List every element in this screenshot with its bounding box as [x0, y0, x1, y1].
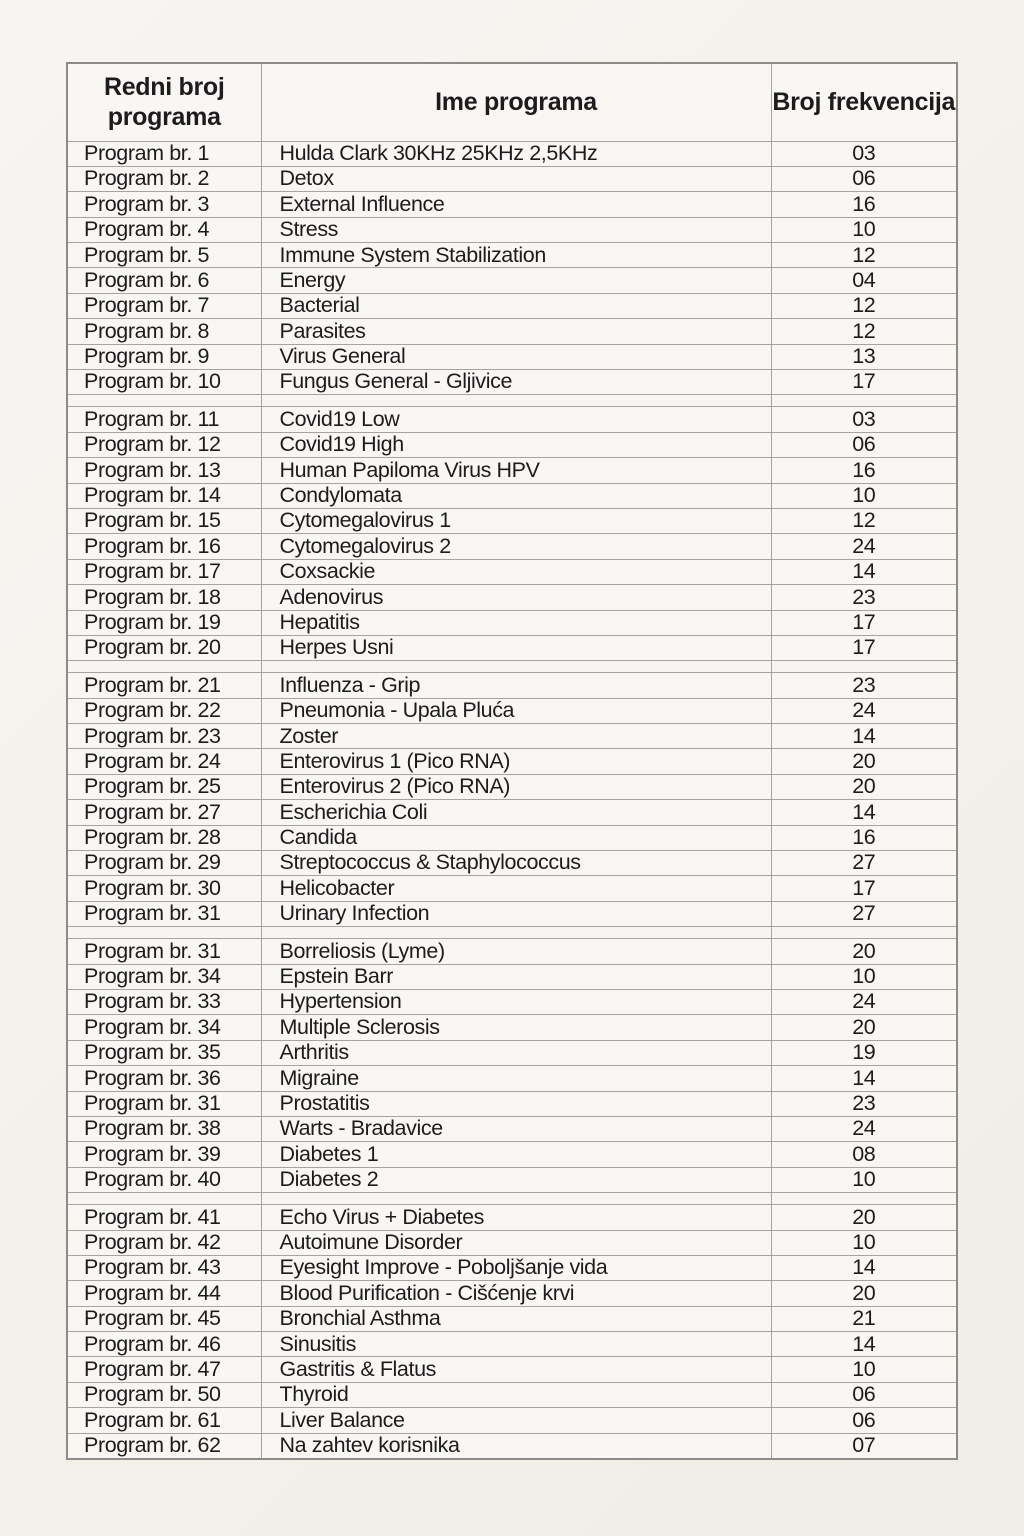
program-name-cell: Epstein Barr — [261, 964, 771, 989]
frequency-count-cell: 03 — [771, 407, 957, 432]
column-header-program-name: Ime programa — [261, 63, 771, 141]
frequency-count-cell: 21 — [771, 1306, 957, 1331]
program-number-cell: Program br. 23 — [67, 724, 261, 749]
program-name-cell: Liver Balance — [261, 1408, 771, 1433]
table-row — [67, 851, 957, 876]
frequency-count-cell: 06 — [771, 1408, 957, 1433]
program-name-cell: Parasites — [261, 319, 771, 344]
frequency-count-cell: 17 — [771, 370, 957, 395]
column-header-program-number: Redni broj programa — [67, 63, 261, 141]
program-number-cell: Program br. 30 — [67, 876, 261, 901]
program-number-cell: Program br. 4 — [67, 217, 261, 242]
program-name-cell: Bronchial Asthma — [261, 1306, 771, 1331]
program-name-cell: Autoimune Disorder — [261, 1230, 771, 1255]
program-name-cell: Blood Purification - Cišćenje krvi — [261, 1281, 771, 1306]
program-name-cell: Streptococcus & Staphylococcus — [261, 851, 771, 876]
program-number-cell: Program br. 61 — [67, 1408, 261, 1433]
program-number-cell: Program br. 21 — [67, 673, 261, 698]
table-row — [67, 1433, 957, 1458]
table-row — [67, 1281, 957, 1306]
table-row — [67, 370, 957, 395]
program-name-cell: Helicobacter — [261, 876, 771, 901]
program-name-cell: Gastritis & Flatus — [261, 1357, 771, 1382]
program-name-cell: Arthritis — [261, 1040, 771, 1065]
program-name-cell: Covid19 Low — [261, 407, 771, 432]
program-name-cell: Diabetes 1 — [261, 1142, 771, 1167]
frequency-count-cell: 12 — [771, 508, 957, 533]
program-number-cell: Program br. 29 — [67, 851, 261, 876]
table-row — [67, 635, 957, 660]
program-number-cell: Program br. 34 — [67, 1015, 261, 1040]
program-name-cell: Condylomata — [261, 483, 771, 508]
program-name-cell: Sinusitis — [261, 1332, 771, 1357]
frequency-count-cell: 23 — [771, 585, 957, 610]
table-row — [67, 319, 957, 344]
table-row — [67, 774, 957, 799]
table-row — [67, 1142, 957, 1167]
frequency-count-cell: 10 — [771, 483, 957, 508]
section-spacer-row — [67, 661, 957, 673]
program-number-cell: Program br. 47 — [67, 1357, 261, 1382]
frequency-count-cell: 27 — [771, 901, 957, 926]
table-row — [67, 1255, 957, 1280]
table-row — [67, 166, 957, 191]
table-row — [67, 344, 957, 369]
program-number-cell: Program br. 17 — [67, 559, 261, 584]
program-name-cell: Detox — [261, 166, 771, 191]
program-name-cell: Covid19 High — [261, 432, 771, 457]
program-name-cell: Coxsackie — [261, 559, 771, 584]
table-row — [67, 1015, 957, 1040]
table-row — [67, 876, 957, 901]
program-name-cell: Escherichia Coli — [261, 800, 771, 825]
table-row — [67, 610, 957, 635]
table-row — [67, 990, 957, 1015]
frequency-count-cell: 20 — [771, 939, 957, 964]
frequency-count-cell: 10 — [771, 1167, 957, 1192]
program-number-cell: Program br. 33 — [67, 990, 261, 1015]
frequency-count-cell: 17 — [771, 635, 957, 660]
program-number-cell: Program br. 28 — [67, 825, 261, 850]
table-row — [67, 724, 957, 749]
program-number-cell: Program br. 13 — [67, 458, 261, 483]
program-name-cell: Eyesight Improve - Poboljšanje vida — [261, 1255, 771, 1280]
program-name-cell: Urinary Infection — [261, 901, 771, 926]
program-number-cell: Program br. 38 — [67, 1116, 261, 1141]
table-row — [67, 1230, 957, 1255]
program-name-cell: Energy — [261, 268, 771, 293]
program-name-cell: Warts - Bradavice — [261, 1116, 771, 1141]
table-row — [67, 508, 957, 533]
program-number-cell: Program br. 44 — [67, 1281, 261, 1306]
program-name-cell: Borreliosis (Lyme) — [261, 939, 771, 964]
program-number-cell: Program br. 8 — [67, 319, 261, 344]
program-name-cell: Stress — [261, 217, 771, 242]
frequency-count-cell: 03 — [771, 141, 957, 166]
program-number-cell: Program br. 15 — [67, 508, 261, 533]
table-row — [67, 673, 957, 698]
frequency-count-cell: 12 — [771, 293, 957, 318]
frequency-count-cell: 10 — [771, 1357, 957, 1382]
program-number-cell: Program br. 24 — [67, 749, 261, 774]
program-number-cell: Program br. 9 — [67, 344, 261, 369]
program-name-cell: Zoster — [261, 724, 771, 749]
program-number-cell: Program br. 5 — [67, 243, 261, 268]
frequency-count-cell: 17 — [771, 610, 957, 635]
table-row — [67, 141, 957, 166]
program-number-cell: Program br. 62 — [67, 1433, 261, 1458]
table-row — [67, 1357, 957, 1382]
program-name-cell: Influenza - Grip — [261, 673, 771, 698]
frequency-count-cell: 19 — [771, 1040, 957, 1065]
program-name-cell: Cytomegalovirus 1 — [261, 508, 771, 533]
spacer-cell — [261, 927, 771, 939]
program-name-cell: Migraine — [261, 1066, 771, 1091]
program-name-cell: Enterovirus 2 (Pico RNA) — [261, 774, 771, 799]
table-row — [67, 901, 957, 926]
program-number-cell: Program br. 20 — [67, 635, 261, 660]
program-name-cell: Candida — [261, 825, 771, 850]
table-row — [67, 939, 957, 964]
frequency-count-cell: 08 — [771, 1142, 957, 1167]
table-row — [67, 293, 957, 318]
table-row — [67, 1205, 957, 1230]
table-row — [67, 243, 957, 268]
frequency-count-cell: 06 — [771, 166, 957, 191]
frequency-count-cell: 24 — [771, 990, 957, 1015]
frequency-program-table — [66, 62, 958, 1460]
frequency-count-cell: 16 — [771, 192, 957, 217]
program-name-cell: External Influence — [261, 192, 771, 217]
program-number-cell: Program br. 19 — [67, 610, 261, 635]
program-name-cell: Herpes Usni — [261, 635, 771, 660]
table-row — [67, 534, 957, 559]
section-spacer-row — [67, 395, 957, 407]
frequency-count-cell: 10 — [771, 1230, 957, 1255]
program-name-cell: Hulda Clark 30KHz 25KHz 2,5KHz — [261, 141, 771, 166]
table-row — [67, 825, 957, 850]
table-row — [67, 432, 957, 457]
program-number-cell: Program br. 43 — [67, 1255, 261, 1280]
table-row — [67, 559, 957, 584]
spacer-cell — [261, 1193, 771, 1205]
frequency-count-cell: 20 — [771, 1281, 957, 1306]
table-row — [67, 800, 957, 825]
table-row — [67, 1040, 957, 1065]
program-number-cell: Program br. 1 — [67, 141, 261, 166]
program-name-cell: Multiple Sclerosis — [261, 1015, 771, 1040]
program-name-cell: Hypertension — [261, 990, 771, 1015]
spacer-cell — [261, 395, 771, 407]
frequency-count-cell: 16 — [771, 825, 957, 850]
frequency-count-cell: 06 — [771, 1382, 957, 1407]
frequency-count-cell: 20 — [771, 774, 957, 799]
table-row — [67, 1116, 957, 1141]
program-number-cell: Program br. 31 — [67, 1091, 261, 1116]
frequency-count-cell: 23 — [771, 673, 957, 698]
program-number-cell: Program br. 31 — [67, 939, 261, 964]
table-row — [67, 1066, 957, 1091]
program-number-cell: Program br. 6 — [67, 268, 261, 293]
program-name-cell: Virus General — [261, 344, 771, 369]
program-number-cell: Program br. 27 — [67, 800, 261, 825]
table-row — [67, 217, 957, 242]
frequency-count-cell: 10 — [771, 217, 957, 242]
spacer-cell — [67, 1193, 261, 1205]
program-number-cell: Program br. 45 — [67, 1306, 261, 1331]
program-number-cell: Program br. 46 — [67, 1332, 261, 1357]
program-number-cell: Program br. 42 — [67, 1230, 261, 1255]
frequency-count-cell: 14 — [771, 800, 957, 825]
table-row — [67, 749, 957, 774]
spacer-cell — [771, 395, 957, 407]
table-row — [67, 585, 957, 610]
frequency-count-cell: 06 — [771, 432, 957, 457]
program-name-cell: Enterovirus 1 (Pico RNA) — [261, 749, 771, 774]
program-number-cell: Program br. 40 — [67, 1167, 261, 1192]
program-name-cell: Hepatitis — [261, 610, 771, 635]
table-row — [67, 1408, 957, 1433]
table-row — [67, 458, 957, 483]
program-number-cell: Program br. 50 — [67, 1382, 261, 1407]
frequency-count-cell: 07 — [771, 1433, 957, 1458]
spacer-cell — [261, 661, 771, 673]
table-row — [67, 964, 957, 989]
frequency-count-cell: 14 — [771, 559, 957, 584]
table-row — [67, 1382, 957, 1407]
program-name-cell: Echo Virus + Diabetes — [261, 1205, 771, 1230]
column-header-frequency-count: Broj frekvencija — [771, 63, 957, 141]
program-number-cell: Program br. 11 — [67, 407, 261, 432]
program-number-cell: Program br. 7 — [67, 293, 261, 318]
program-number-cell: Program br. 12 — [67, 432, 261, 457]
frequency-count-cell: 23 — [771, 1091, 957, 1116]
program-number-cell: Program br. 39 — [67, 1142, 261, 1167]
frequency-count-cell: 14 — [771, 724, 957, 749]
program-number-cell: Program br. 16 — [67, 534, 261, 559]
section-spacer-row — [67, 1193, 957, 1205]
frequency-count-cell: 14 — [771, 1332, 957, 1357]
program-number-cell: Program br. 41 — [67, 1205, 261, 1230]
frequency-count-cell: 16 — [771, 458, 957, 483]
spacer-cell — [67, 661, 261, 673]
table-row — [67, 1332, 957, 1357]
program-number-cell: Program br. 34 — [67, 964, 261, 989]
table-row — [67, 483, 957, 508]
program-name-cell: Human Papiloma Virus HPV — [261, 458, 771, 483]
spacer-cell — [771, 1193, 957, 1205]
frequency-count-cell: 27 — [771, 851, 957, 876]
program-number-cell: Program br. 18 — [67, 585, 261, 610]
program-number-cell: Program br. 25 — [67, 774, 261, 799]
program-number-cell: Program br. 10 — [67, 370, 261, 395]
frequency-count-cell: 24 — [771, 534, 957, 559]
table-row — [67, 1091, 957, 1116]
program-name-cell: Prostatitis — [261, 1091, 771, 1116]
frequency-count-cell: 14 — [771, 1255, 957, 1280]
frequency-count-cell: 20 — [771, 749, 957, 774]
program-name-cell: Thyroid — [261, 1382, 771, 1407]
program-number-cell: Program br. 31 — [67, 901, 261, 926]
section-spacer-row — [67, 927, 957, 939]
program-number-cell: Program br. 22 — [67, 698, 261, 723]
frequency-count-cell: 24 — [771, 1116, 957, 1141]
program-number-cell: Program br. 2 — [67, 166, 261, 191]
table-row — [67, 1167, 957, 1192]
frequency-count-cell: 20 — [771, 1205, 957, 1230]
spacer-cell — [67, 395, 261, 407]
table-row — [67, 1306, 957, 1331]
spacer-cell — [771, 927, 957, 939]
frequency-count-cell: 04 — [771, 268, 957, 293]
program-number-cell: Program br. 35 — [67, 1040, 261, 1065]
frequency-count-cell: 20 — [771, 1015, 957, 1040]
program-name-cell: Adenovirus — [261, 585, 771, 610]
table-row — [67, 698, 957, 723]
frequency-count-cell: 13 — [771, 344, 957, 369]
frequency-count-cell: 17 — [771, 876, 957, 901]
table-row — [67, 407, 957, 432]
program-name-cell: Cytomegalovirus 2 — [261, 534, 771, 559]
program-name-cell: Bacterial — [261, 293, 771, 318]
program-number-cell: Program br. 3 — [67, 192, 261, 217]
frequency-count-cell: 14 — [771, 1066, 957, 1091]
program-number-cell: Program br. 14 — [67, 483, 261, 508]
frequency-count-cell: 12 — [771, 243, 957, 268]
header-row — [67, 63, 957, 141]
spacer-cell — [771, 661, 957, 673]
program-name-cell: Na zahtev korisnika — [261, 1433, 771, 1458]
table-row — [67, 268, 957, 293]
frequency-count-cell: 10 — [771, 964, 957, 989]
frequency-count-cell: 24 — [771, 698, 957, 723]
frequency-count-cell: 12 — [771, 319, 957, 344]
program-name-cell: Pneumonia - Upala Pluća — [261, 698, 771, 723]
spacer-cell — [67, 927, 261, 939]
program-name-cell: Immune System Stabilization — [261, 243, 771, 268]
program-number-cell: Program br. 36 — [67, 1066, 261, 1091]
table-row — [67, 192, 957, 217]
program-name-cell: Diabetes 2 — [261, 1167, 771, 1192]
program-name-cell: Fungus General - Gljivice — [261, 370, 771, 395]
